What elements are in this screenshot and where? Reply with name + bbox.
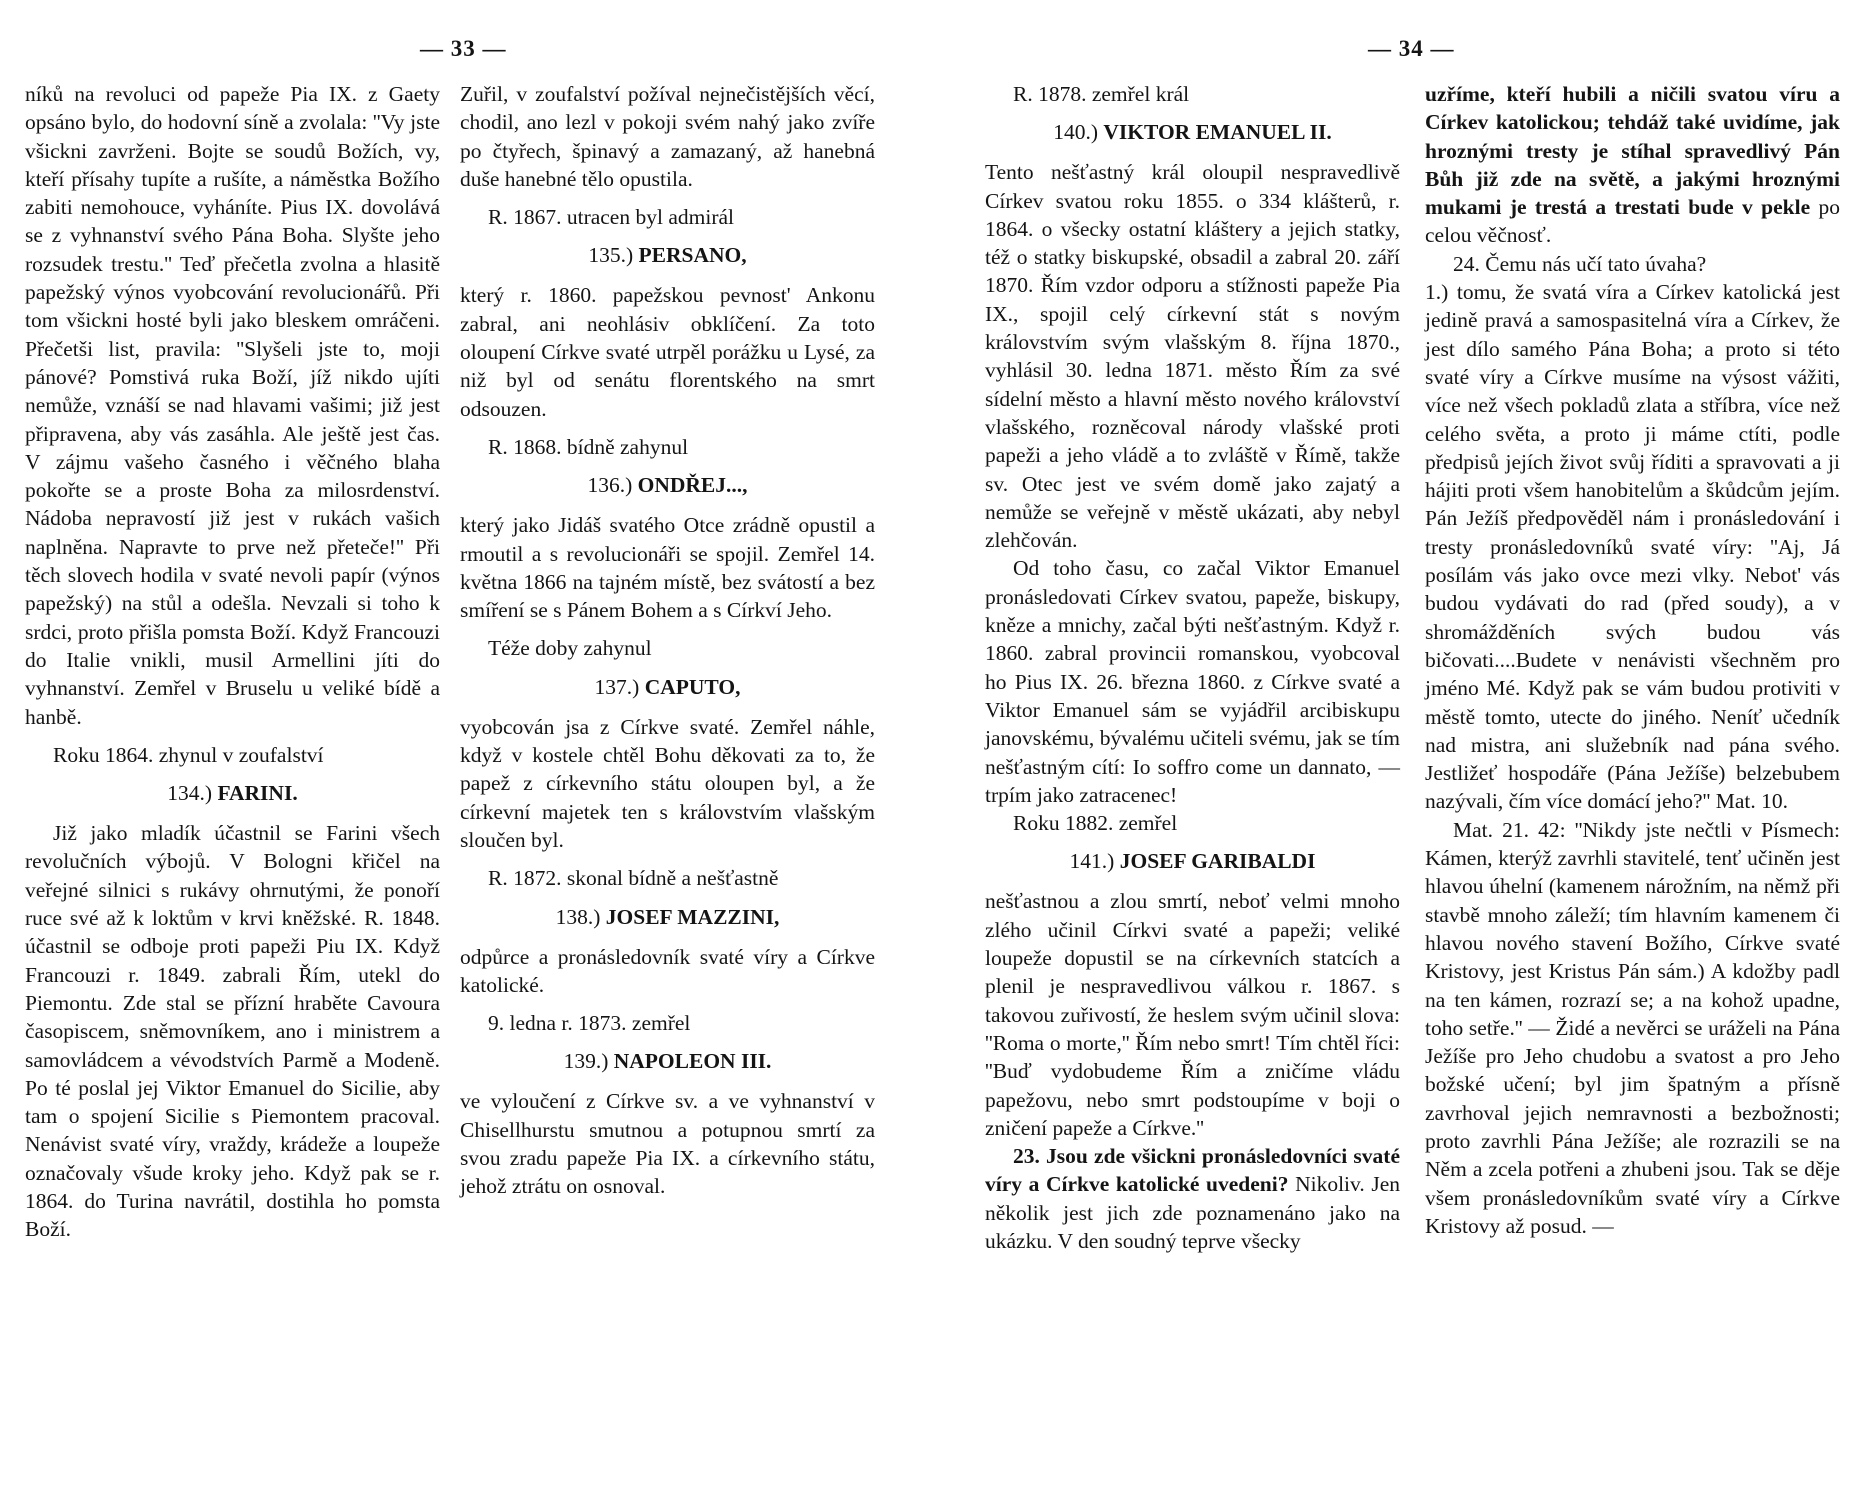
paragraph: nešťastnou a zlou smrtí, neboť velmi mnoho zlého učinil Církvi svaté a papeži; veliké loupeže dopustil se na církevních statcích a plenil je nespravedlivou válkou r. 1867. s takovou zuřivostí, že heslem svým učinil slova: ''Roma o morte,'' Řím nebo smrt! Tím chtěl říci: ''Buď vydobudeme Řím a zničíme vládu papežovu, nebo smrt podstoupíme v boji o zničení papeže a Církve.'' <box>985 889 1400 1140</box>
paragraph: Roku 1882. zemřel <box>1013 811 1178 836</box>
heading-number: 134.) <box>167 781 213 806</box>
paragraph: níků na revoluci od papeže Pia IX. z Gaety opsáno bylo, do hodovní síně a zvolala: ''Vy jste všickni zavrženi. Bojte se soudů Božích, vy, kteří přísahy tupíte a rušíte, a náměstka Božího zabiti nemohouce, vyháníte. Pius IX. dovolává se z vyhnanství svého Pána Boha. Slyšte jeho rozsudek trestu.'' Teď přečetla zvolna a hlasitě papežský výnos vyobcování revolucionářů. Při tom všickni hosté byli jako bleskem omráčeni. Přečetši list, pravila: ''Slyšeli jste to, moji pánové? Pomstivá ruka Boží, jíž nikdo ujíti nemůže, vznáší se nad hlavami vašimi; již jest připravena, aby vás zasáhla. Ale ještě jest čas. V zájmu vašeho časného i věčného blaha pokořte se a proste Boha za milosrdenství. Nádoba nepravostí již jest v rukách vašich naplněna. Napravte to prve než přeteče!'' Při těch slovech hodila v svaté nevoli papír (výnos papežský) na stůl a odešla. Nevzali si toho k srdci, proto přišla pomsta Boží. Když Francouzi do Italie vnikli, musil Armellini jíti do vyhnanství. Zemřel v Bruselu u veliké bídě a hanbě. <box>25 82 440 729</box>
heading-name: JOSEF GARIBALDI <box>1119 849 1316 874</box>
left-page-column-1 <box>25 80 440 1244</box>
section-heading-138 <box>460 903 875 931</box>
left-page-column-2 <box>460 80 875 1201</box>
paragraph: R. 1872. skonal bídně a nešťastně <box>488 866 779 891</box>
paragraph: Od toho času, co začal Viktor Emanuel pronásledovati Církev svatou, papeže, biskupy, kněze a mnichy, začal býti nešťastným. Když r. 1860. zabral provincii romanskou, vyobcoval ho Pius IX. 26. března 1860. z Církve svaté a Viktor Emanuel sám se vyjádřil arcibiskupu janovskému, bývalému učiteli svému, jak se tím nešťastným cítí: Io soffro come un dannato, — trpím jako zatracenec! <box>985 556 1400 807</box>
paragraph: Tento nešťastný král oloupil nespravedlivě Církev svatou roku 1855. o 334 klášterů, r. 1864. o všecky ostatní kláštery a jejich statky, též o statky biskupské, obsadil a zabral 20. září 1870. Řím vzdor odporu a stížnosti papeže Pia IX., spojil celý církevní stát s novým královstvím svým vlašským 8. října 1870., vyhlásil 30. ledna 1871. město Řím za své sídelní město a hlavní město nového království vlašského, rozněcoval národy vlašské proti papeži a jeho vládě a to zvláště v Římě, takže sv. Otec jest ve svém domě jako zajatý a nemůže se veřejně v městě ukázati, aby nebyl zlehčován. <box>985 160 1400 553</box>
question-text: Jsou zde všickni pronásledovníci svaté víry a Církve katolické uvedeni? <box>985 1144 1400 1197</box>
paragraph: Téže doby zahynul <box>488 636 652 661</box>
paragraph: R. 1878. zemřel král <box>1013 82 1190 106</box>
right-page-column-2 <box>1425 80 1840 1240</box>
section-heading-139 <box>460 1047 875 1075</box>
question-number: 23. <box>1013 1144 1040 1169</box>
paragraph: 9. ledna r. 1873. zemřel <box>488 1011 691 1036</box>
heading-number: 141.) <box>1069 849 1115 874</box>
section-heading-141 <box>985 847 1400 875</box>
heading-number: 136.) <box>587 473 633 498</box>
paragraph: Mat. 21. 42: ''Nikdy jste nečtli v Písmech: Kámen, kterýž zavrhli stavitelé, tenť učiněn jest hlavou úhelní (kamenem nárožním, na němž při stavbě mnoho záleží; tím hlavním kamenem či hlavou nového stavení Božího, Církve svaté Kristovy, jest Kristus Pán sám.) A kdožby padl na ten kámen, rozrazí se; a na kohož upadne, toho setře.'' — Židé a nevěrci se uráželi na Pána Ježíše pro Jeho chudobu a svatost a pro Jeho božské učení; byl jim špatným a přísně zavrhoval jejich nemravnosti a bezbožnosti; proto zavrhli Pána Ježíše; ale rozrazili se na Něm a zcela potřeni a zhubeni jsou. Tak se děje všem pronásledovníkům svaté víry a Církve Kristovy až posud. — <box>1425 817 1840 1238</box>
paragraph: ve vyloučení z Církve sv. a ve vyhnanství v Chisellhurstu smutnou a potupnou smrtí za svou zradu papeže Pia IX. a církevního státu, jehož ztrátu on osnoval. <box>460 1089 875 1199</box>
paragraph: R. 1867. utracen byl admirál <box>488 205 734 230</box>
question-24: 24. Čemu nás učí tato úvaha? <box>1453 251 1707 276</box>
answer-text: Nikoliv. Jen několik jest jich zde poznamenáno jako na ukázku. V den soudný teprve všecky <box>985 1172 1400 1253</box>
paragraph: vyobcován jsa z Církve svaté. Zemřel náhle, když v kostele chtěl Bohu děkovati za to, že papež z církevního státu oloupen byl, a že církevní majetek ten s královstvím vlašským sloučen byl. <box>460 714 875 852</box>
paragraph: odpůrce a pronásledovník svaté víry a Církve katolické. <box>460 944 875 997</box>
left-page-number: — 33 — <box>420 36 507 61</box>
paragraph: který r. 1860. papežskou pevnost' Ankonu zabral, ani neohlásiv obklíčení. Za toto oloupení Církve svaté utrpěl porážku u Lysé, za niž byl od senátu florentského na smrt odsouzen. <box>460 283 875 421</box>
heading-number: 137.) <box>594 674 640 699</box>
section-heading-135 <box>460 241 875 269</box>
heading-name: FARINI. <box>217 781 298 806</box>
paragraph: R. 1868. bídně zahynul <box>488 434 689 459</box>
heading-name: PERSANO, <box>638 243 747 268</box>
heading-number: 135.) <box>588 243 634 268</box>
paragraph: Zuřil, v zoufalství požíval nejnečistějších věcí, chodil, ano lezl v pokoji svém nahý jako zvíře po čtyřech, špinavý a zamazaný, až hanebná duše hanebné tělo opustila. <box>460 82 875 191</box>
section-heading-140 <box>985 118 1400 146</box>
section-heading-136 <box>460 471 875 499</box>
heading-number: 140.) <box>1053 120 1099 145</box>
passage-end: po celou věčnosť. <box>1425 195 1841 248</box>
section-heading-137 <box>460 673 875 701</box>
heading-name: ONDŘEJ..., <box>637 473 748 498</box>
right-page-column-1 <box>985 80 1400 1255</box>
heading-number: 138.) <box>555 904 601 929</box>
right-page-number: — 34 — <box>1368 36 1455 61</box>
question-23 <box>985 1142 1400 1255</box>
section-heading-134 <box>25 779 440 807</box>
paragraph: který jako Jidáš svatého Otce zrádně opustil a rmoutil a s revolucionáři se spojil. Zemřel 14. května 1866 na tajném místě, bez svátostí a bez smíření se s Pánem Bohem a s Církví Jeho. <box>460 513 875 623</box>
heading-name: NAPOLEON III. <box>613 1049 772 1074</box>
heading-name: JOSEF MAZZINI, <box>605 904 780 929</box>
heading-name: CAPUTO, <box>644 674 741 699</box>
paragraph: 1.) tomu, že svatá víra a Církev katolická jest jedině pravá a samospasitelná víra a Církev, že jest dílo samého Pána Boha; a proto si této svaté víry a Církve musíme na výsost vážiti, více než všech pokladů zlata a stříbra, více než celého světa, a proto ji máme ctíti, podle předpisů jejích život svůj říditi a spravovati a ji hájiti proti všem hanobitelům a škůdcům jejím. Pán Ježíš předpověděl nám i pronásledování i tresty pronásledovníků svaté víry: ''Aj, Já posílám vás jako ovce mezi vlky. Nebot' vás budou vydávati do rad (před soudy), a v shromážděních svých budou vás bičovati....Budete v nenávisti všechněm pro jméno Mé. Když pak se vám budou protiviti v městě tomto, utecte do jiného. Neníť učedník nad mistra, ani služebník nad pána svého. Jestližeť hospodáře (Pána Ježíše) belzebubem nazývali, čím více domácí jeho?'' Mat. 10. <box>1425 280 1840 814</box>
heading-number: 139.) <box>563 1049 609 1074</box>
paragraph <box>1425 80 1840 250</box>
heading-name: VIKTOR EMANUEL II. <box>1103 120 1332 145</box>
paragraph: Již jako mladík účastnil se Farini všech revolučních výbojů. V Bologni křičel na veřejné silnici s rukávy ohrnutými, že ponoří ruce své až k loktům v krvi kněžské. R. 1848. účastnil se odboje proti papeži Piu IX. Když Francouzi r. 1849. zabrali Řím, utekl do Piemontu. Zde stal se přízní hraběte Cavoura časopiscem, sněmovníkem, ano i ministrem a samovládcem a vévodstvích Parmě a Modeně. Po té poslal jej Viktor Emanuel do Sicilie, aby tam o spojení Sicilie s Piemontem pracoval. Nenávist svaté víry, vraždy, krádeže a loupeže označovaly všude kroky jeho. Když pak se r. 1864. do Turina navrátil, dostihla ho pomsta Boží. <box>25 821 440 1242</box>
bold-passage: uzříme, kteří hubili a ničili svatou víru a Církev katolickou; tehdáž také uvidíme, jak hroznými tresty je stíhal spravedlivý Pán Bůh již zde na světě, a jakými hroznými mukami je trestá a trestati bude v pekle <box>1425 82 1840 220</box>
paragraph: Roku 1864. zhynul v zoufalství <box>53 742 324 767</box>
